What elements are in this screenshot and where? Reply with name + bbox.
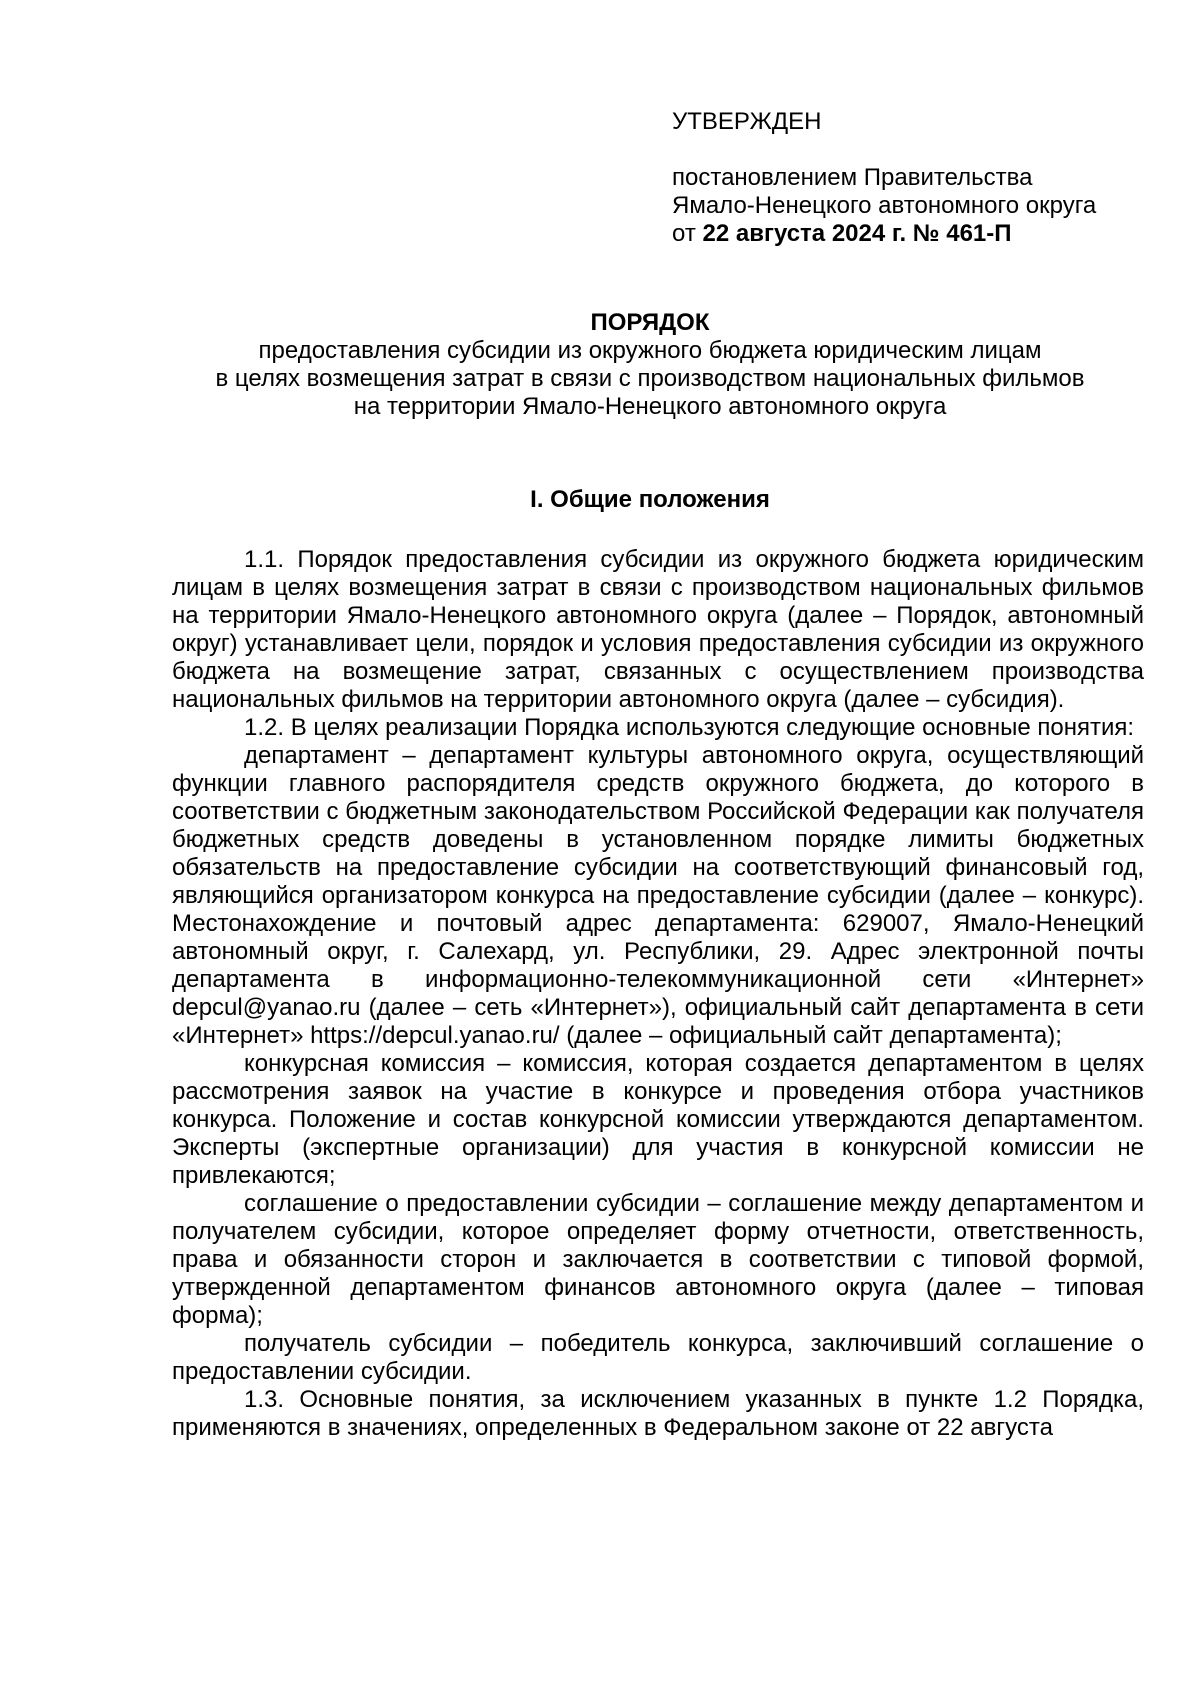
approval-block [672,108,1152,248]
approval-date-number: 22 августа 2024 г. № 461-П [702,220,1012,247]
paragraph-definition-recipient: получатель субсидии – победитель конкурса, заключивший соглашение о предоставлении субсидии. [172,1330,1144,1385]
document-body [172,546,1144,1442]
document-subtitle-line-2: в целях возмещения затрат в связи с производством национальных фильмов [215,365,1085,392]
document-subtitle-line-3: на территории Ямало-Ненецкого автономного округа [353,393,947,420]
document-title-block [150,309,1150,421]
paragraph-1-2: 1.2. В целях реализации Порядка используются следующие основные понятия: [244,714,1135,741]
document-subtitle-line-1: предоставления субсидии из окружного бюджета юридическим лицам [258,337,1042,364]
paragraph-1-1: 1.1. Порядок предоставления субсидии из окружного бюджета юридическим лицам в целях возмещения затрат в связи с производством национальных фильмов на территории Ямало-Ненецкого автономного округа (далее – Порядок, автономный округ) устанавливает цели, порядок и условия предоставления субсидии из окружного бюджета на возмещение затрат, связанных с осуществлением производства национальных фильмов на территории автономного округа (далее – субсидия). [172,546,1144,713]
approval-date-prefix: от [672,220,703,247]
approved-label: УТВЕРЖДЕН [672,108,822,135]
paragraph-definition-commission: конкурсная комиссия – комиссия, которая создается департаментом в целях рассмотрения заявок на участие в конкурсе и проведения отбора участников конкурса. Положение и состав конкурсной комиссии утверждаются департаментом. Эксперты (экспертные организации) для участия в конкурсной комиссии не привлекаются; [172,1050,1144,1189]
paragraph-1-3: 1.3. Основные понятия, за исключением указанных в пункте 1.2 Порядка, применяются в значениях, определенных в Федеральном законе от 22 августа [172,1386,1144,1441]
approval-line-2: Ямало-Ненецкого автономного округа [672,192,1097,219]
section-heading: I. Общие положения [530,486,770,513]
approval-line-1: постановлением Правительства [672,164,1033,191]
approval-date-line [672,220,1152,248]
paragraph-definition-agreement: соглашение о предоставлении субсидии – соглашение между департаментом и получателем субсидии, которое определяет форму отчетности, ответственность, права и обязанности сторон и заключается в соответствии с типовой формой, утвержденной департаментом финансов автономного округа (далее – типовая форма); [172,1190,1144,1329]
paragraph-definition-department: департамент – департамент культуры автономного округа, осуществляющий функции главного распорядителя средств окружного бюджета, до которого в соответствии с бюджетным законодательством Российской Федерации как получателя бюджетных средств доведены в установленном порядке лимиты бюджетных обязательств на предоставление субсидии на соответствующий финансовый год, являющийся организатором конкурса на предоставление субсидии (далее – конкурс). Местонахождение и почтовый адрес департамента: 629007, Ямало-Ненецкий автономный округ, г. Салехард, ул. Республики, 29. Адрес электронной почты департамента в информационно-телекоммуникационной сети «Интернет» depcul@yanao.ru (далее – сеть «Интернет»), официальный сайт департамента в сети «Интернет» https://depcul.yanao.ru/ (далее – официальный сайт департамента); [172,742,1144,1049]
document-title: ПОРЯДОК [590,309,710,336]
